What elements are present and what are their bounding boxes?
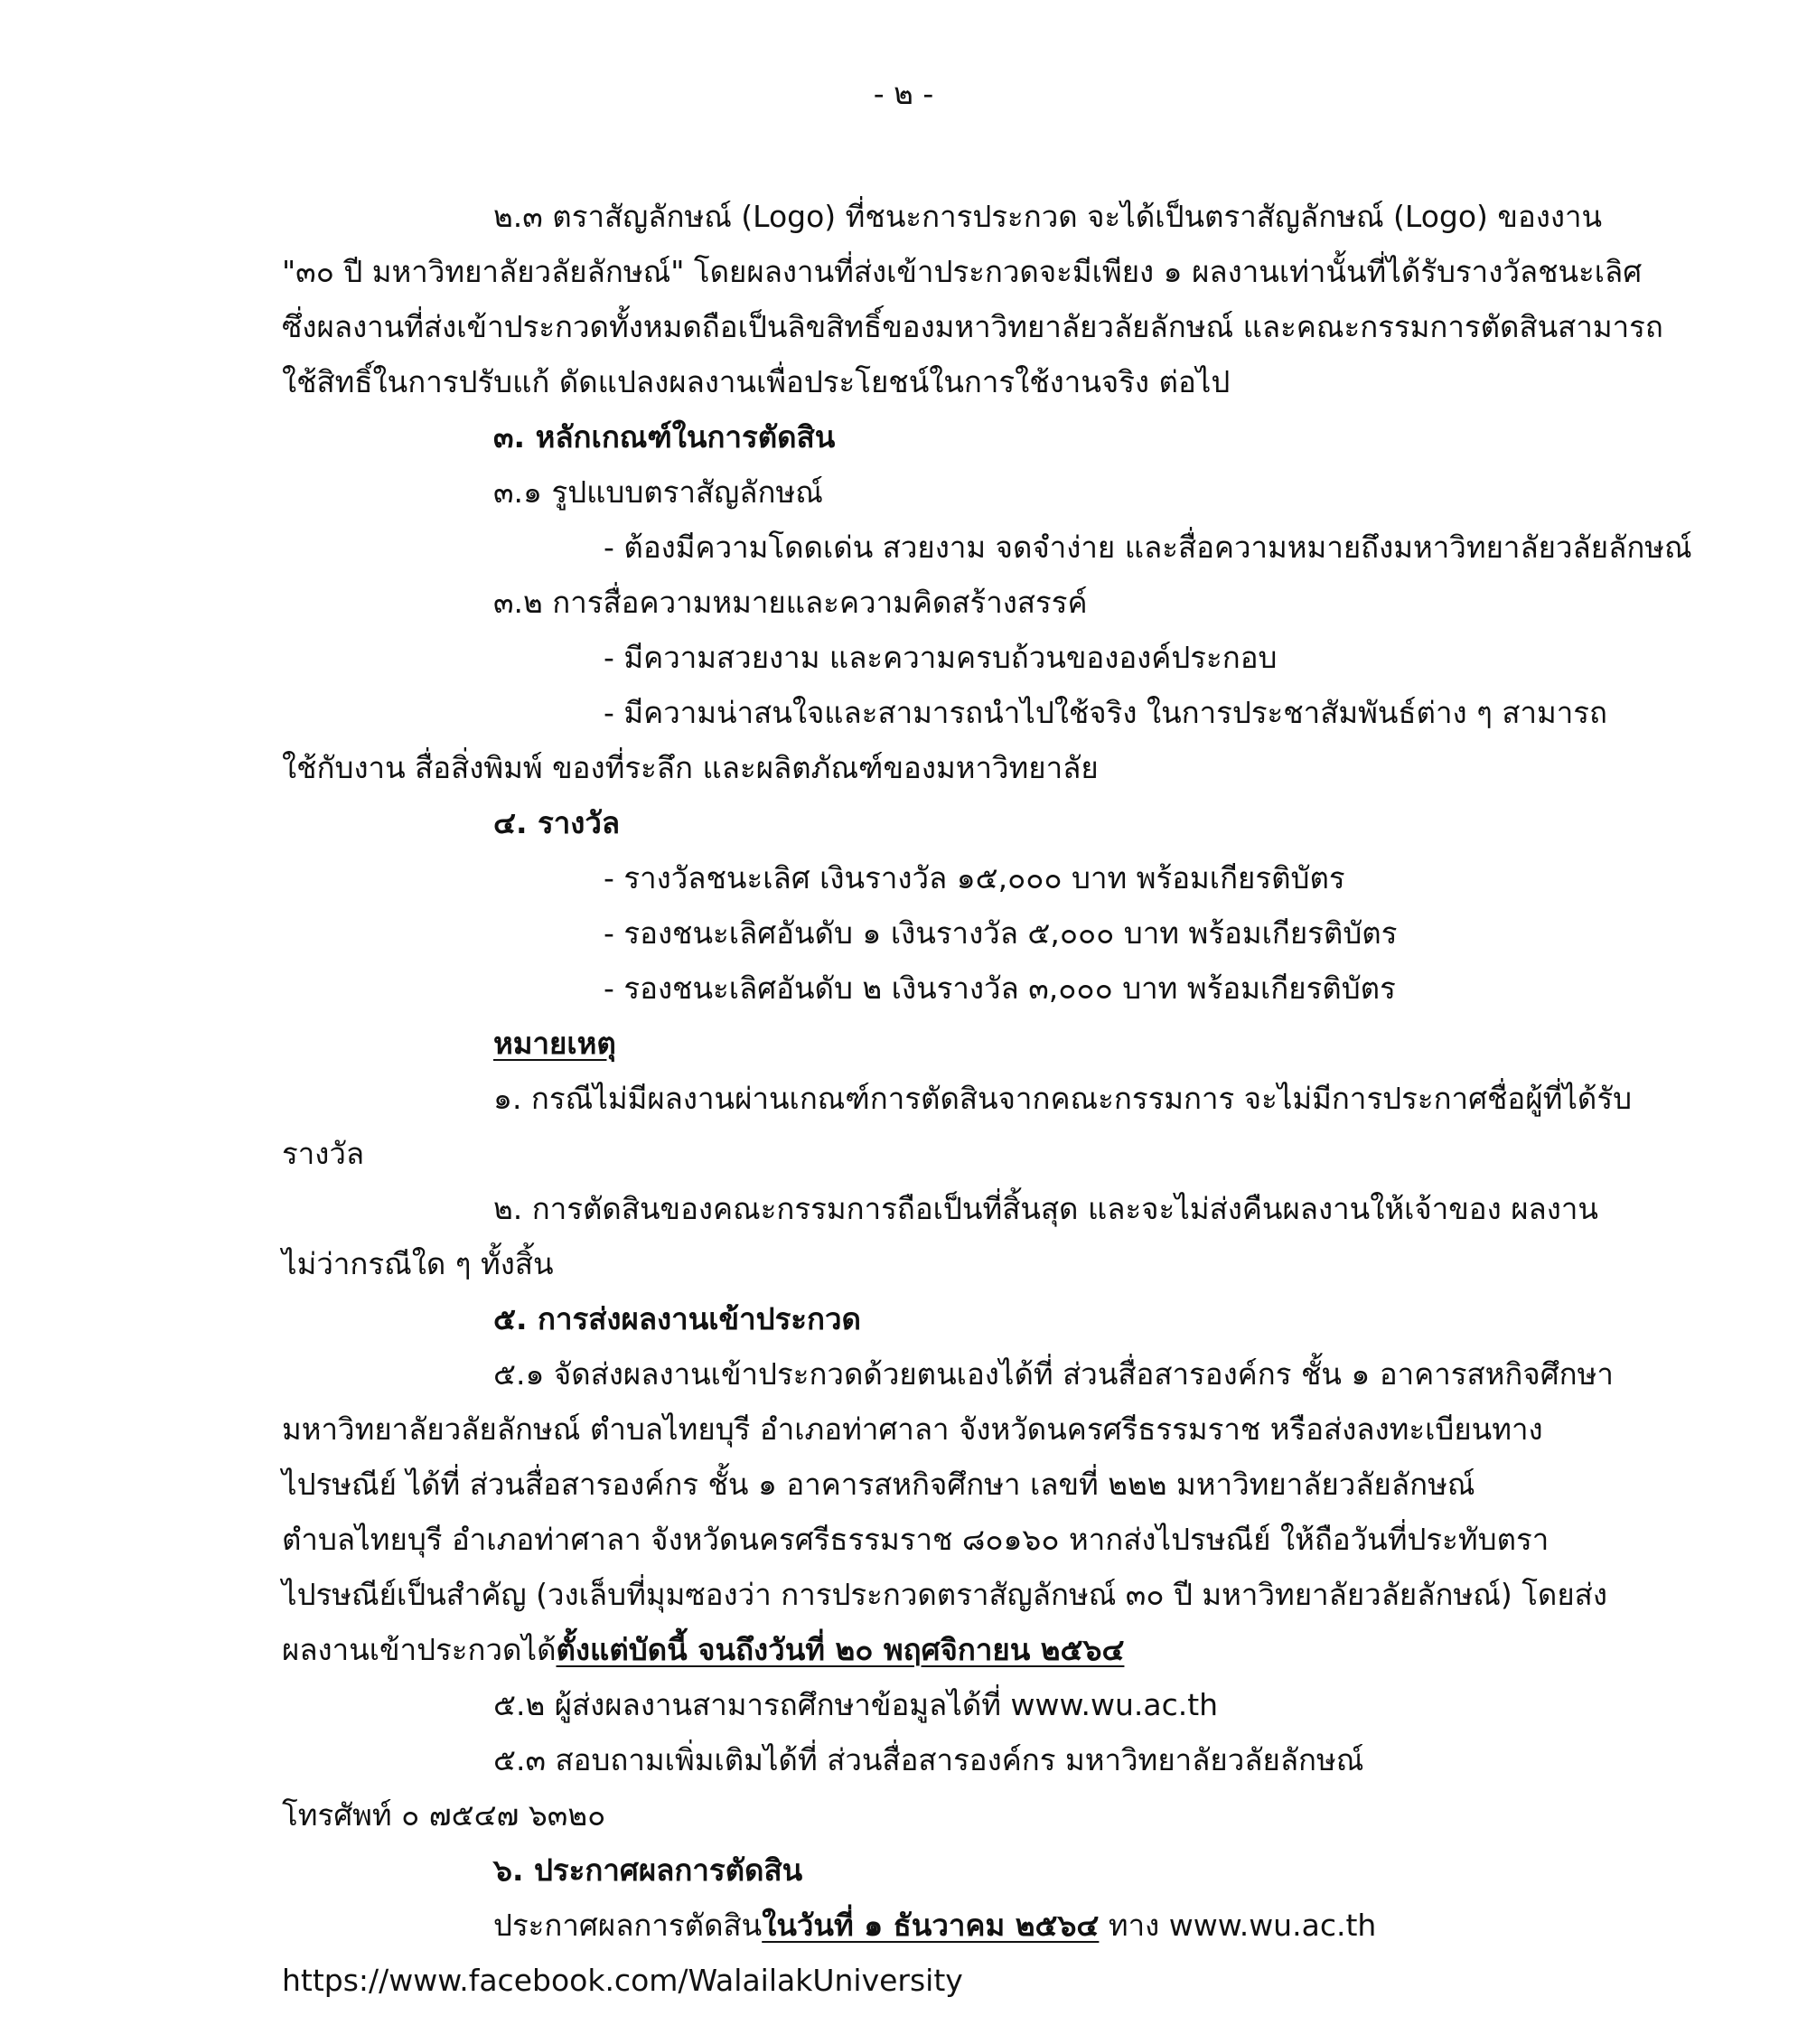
section-2-3-line-3: ซึ่งผลงานที่ส่งเข้าประกวดทั้งหมดถือเป็นลิขสิทธิ์ของมหาวิทยาลัยวลัยลักษณ์ และคณะกรรมการตัดสินสามารถ bbox=[282, 309, 1663, 344]
section-3-2-item-1: - มีความสวยงาม และความครบถ้วนขององค์ประกอบ bbox=[604, 640, 1278, 675]
section-5-3-line-1: ๕.๓ สอบถามเพิ่มเติมได้ที่ ส่วนสื่อสารองค์กร มหาวิทยาลัยวลัยลักษณ์ bbox=[493, 1742, 1364, 1777]
section-5-1-line-1: ๕.๑ จัดส่งผลงานเข้าประกวดด้วยตนเองได้ที่ ส่วนสื่อสารองค์กร ชั้น ๑ อาคารสหกิจศึกษา bbox=[493, 1356, 1614, 1392]
note-2-line-1: ๒. การตัดสินของคณะกรรมการถือเป็นที่สิ้นสุด และจะไม่ส่งคืนผลงานให้เจ้าของ ผลงาน bbox=[493, 1191, 1598, 1226]
section-3-2-title: ๓.๒ การสื่อความหมายและความคิดสร้างสรรค์ bbox=[493, 585, 1088, 620]
section-5-3-phone: โทรศัพท์ ๐ ๗๕๔๗ ๖๓๒๐ bbox=[282, 1797, 606, 1833]
prize-first: - รางวัลชนะเลิศ เงินรางวัล ๑๕,๐๐๐ บาท พร้อมเกียรติบัตร bbox=[604, 860, 1345, 895]
section-6-line-1 bbox=[0, 1906, 1807, 1946]
submission-deadline: ตั้งแต่บัดนี้ จนถึงวันที่ ๒๐ พฤศจิกายน ๒๕๖๔ bbox=[556, 1632, 1125, 1667]
prize-runner-up-2: - รองชนะเลิศอันดับ ๒ เงินรางวัล ๓,๐๐๐ บาท พร้อมเกียรติบัตร bbox=[604, 970, 1396, 1006]
section-5-1-line-5: ไปรษณีย์เป็นสำคัญ (วงเล็บที่มุมซองว่า การประกวดตราสัญลักษณ์ ๓๐ ปี มหาวิทยาลัยวลัยลักษณ์) โดยส่ง bbox=[282, 1577, 1607, 1612]
section-3-1-item: - ต้องมีความโดดเด่น สวยงาม จดจำง่าย และสื่อความหมายถึงมหาวิทยาลัยวลัยลักษณ์ bbox=[604, 530, 1692, 565]
submission-period-prefix: ผลงานเข้าประกวดได้ bbox=[282, 1632, 557, 1667]
section-2-3-line-4: ใช้สิทธิ์ในการปรับแก้ ดัดแปลงผลงานเพื่อประโยชน์ในการใช้งานจริง ต่อไป bbox=[282, 364, 1231, 399]
section-2-3-line-1: ๒.๓ ตราสัญลักษณ์ (Logo) ที่ชนะการประกวด จะได้เป็นตราสัญลักษณ์ (Logo) ของงาน bbox=[493, 199, 1603, 234]
note-heading-line bbox=[0, 1024, 1807, 1064]
section-3-1-title: ๓.๑ รูปแบบตราสัญลักษณ์ bbox=[493, 474, 823, 510]
section-4-heading: ๔. รางวัล bbox=[493, 805, 621, 840]
announcement-website: ทาง www.wu.ac.th bbox=[1099, 1908, 1377, 1943]
section-5-heading: ๕. การส่งผลงานเข้าประกวด bbox=[493, 1301, 861, 1336]
section-5-2: ๕.๒ ผู้ส่งผลงานสามารถศึกษาข้อมูลได้ที่ www.wu.ac.th bbox=[493, 1687, 1219, 1722]
note-1-line-2: รางวัล bbox=[282, 1136, 365, 1171]
section-2-3-line-2: "๓๐ ปี มหาวิทยาลัยวลัยลักษณ์" โดยผลงานที่ส่งเข้าประกวดจะมีเพียง ๑ ผลงานเท่านั้นที่ได้รับรางวัลชนะเลิศ bbox=[282, 254, 1643, 289]
section-5-1-line-4: ตำบลไทยบุรี อำเภอท่าศาลา จังหวัดนครศรีธรรมราช ๘๐๑๖๐ หากส่งไปรษณีย์ ให้ถือวันที่ประทับตรา bbox=[282, 1522, 1550, 1557]
announcement-date: ในวันที่ ๑ ธันวาคม ๒๕๖๔ bbox=[762, 1908, 1100, 1943]
page-number: - ๒ - bbox=[873, 76, 934, 111]
prize-runner-up-1: - รองชนะเลิศอันดับ ๑ เงินรางวัล ๕,๐๐๐ บาท พร้อมเกียรติบัตร bbox=[604, 915, 1398, 951]
section-6-heading: ๖. ประกาศผลการตัดสิน bbox=[493, 1852, 803, 1888]
section-3-2-item-2-line-1: - มีความน่าสนใจและสามารถนำไปใช้จริง ในการประชาสัมพันธ์ต่าง ๆ สามารถ bbox=[604, 695, 1607, 730]
facebook-url: https://www.facebook.com/WalailakUniversity bbox=[282, 1963, 963, 1998]
section-3-heading: ๓. หลักเกณฑ์ในการตัดสิน bbox=[493, 419, 836, 455]
note-heading: หมายเหตุ bbox=[493, 1026, 616, 1061]
section-5-1-line-3: ไปรษณีย์ ได้ที่ ส่วนสื่อสารองค์กร ชั้น ๑ อาคารสหกิจศึกษา เลขที่ ๒๒๒ มหาวิทยาลัยวลัยลักษณ์ bbox=[282, 1467, 1475, 1502]
section-3-2-item-2-line-2: ใช้กับงาน สื่อสิ่งพิมพ์ ของที่ระลึก และผลิตภัณฑ์ของมหาวิทยาลัย bbox=[282, 750, 1099, 785]
announcement-prefix: ประกาศผลการตัดสิน bbox=[493, 1908, 763, 1943]
note-2-line-2: ไม่ว่ากรณีใด ๆ ทั้งสิ้น bbox=[282, 1246, 554, 1281]
note-1-line-1: ๑. กรณีไม่มีผลงานผ่านเกณฑ์การตัดสินจากคณะกรรมการ จะไม่มีการประกาศชื่อผู้ที่ได้รับ bbox=[493, 1081, 1633, 1116]
section-5-1-line-6 bbox=[0, 1630, 1807, 1670]
section-5-1-line-2: มหาวิทยาลัยวลัยลักษณ์ ตำบลไทยบุรี อำเภอท่าศาลา จังหวัดนครศรีธรรมราช หรือส่งลงทะเบียนทาง bbox=[282, 1411, 1543, 1447]
